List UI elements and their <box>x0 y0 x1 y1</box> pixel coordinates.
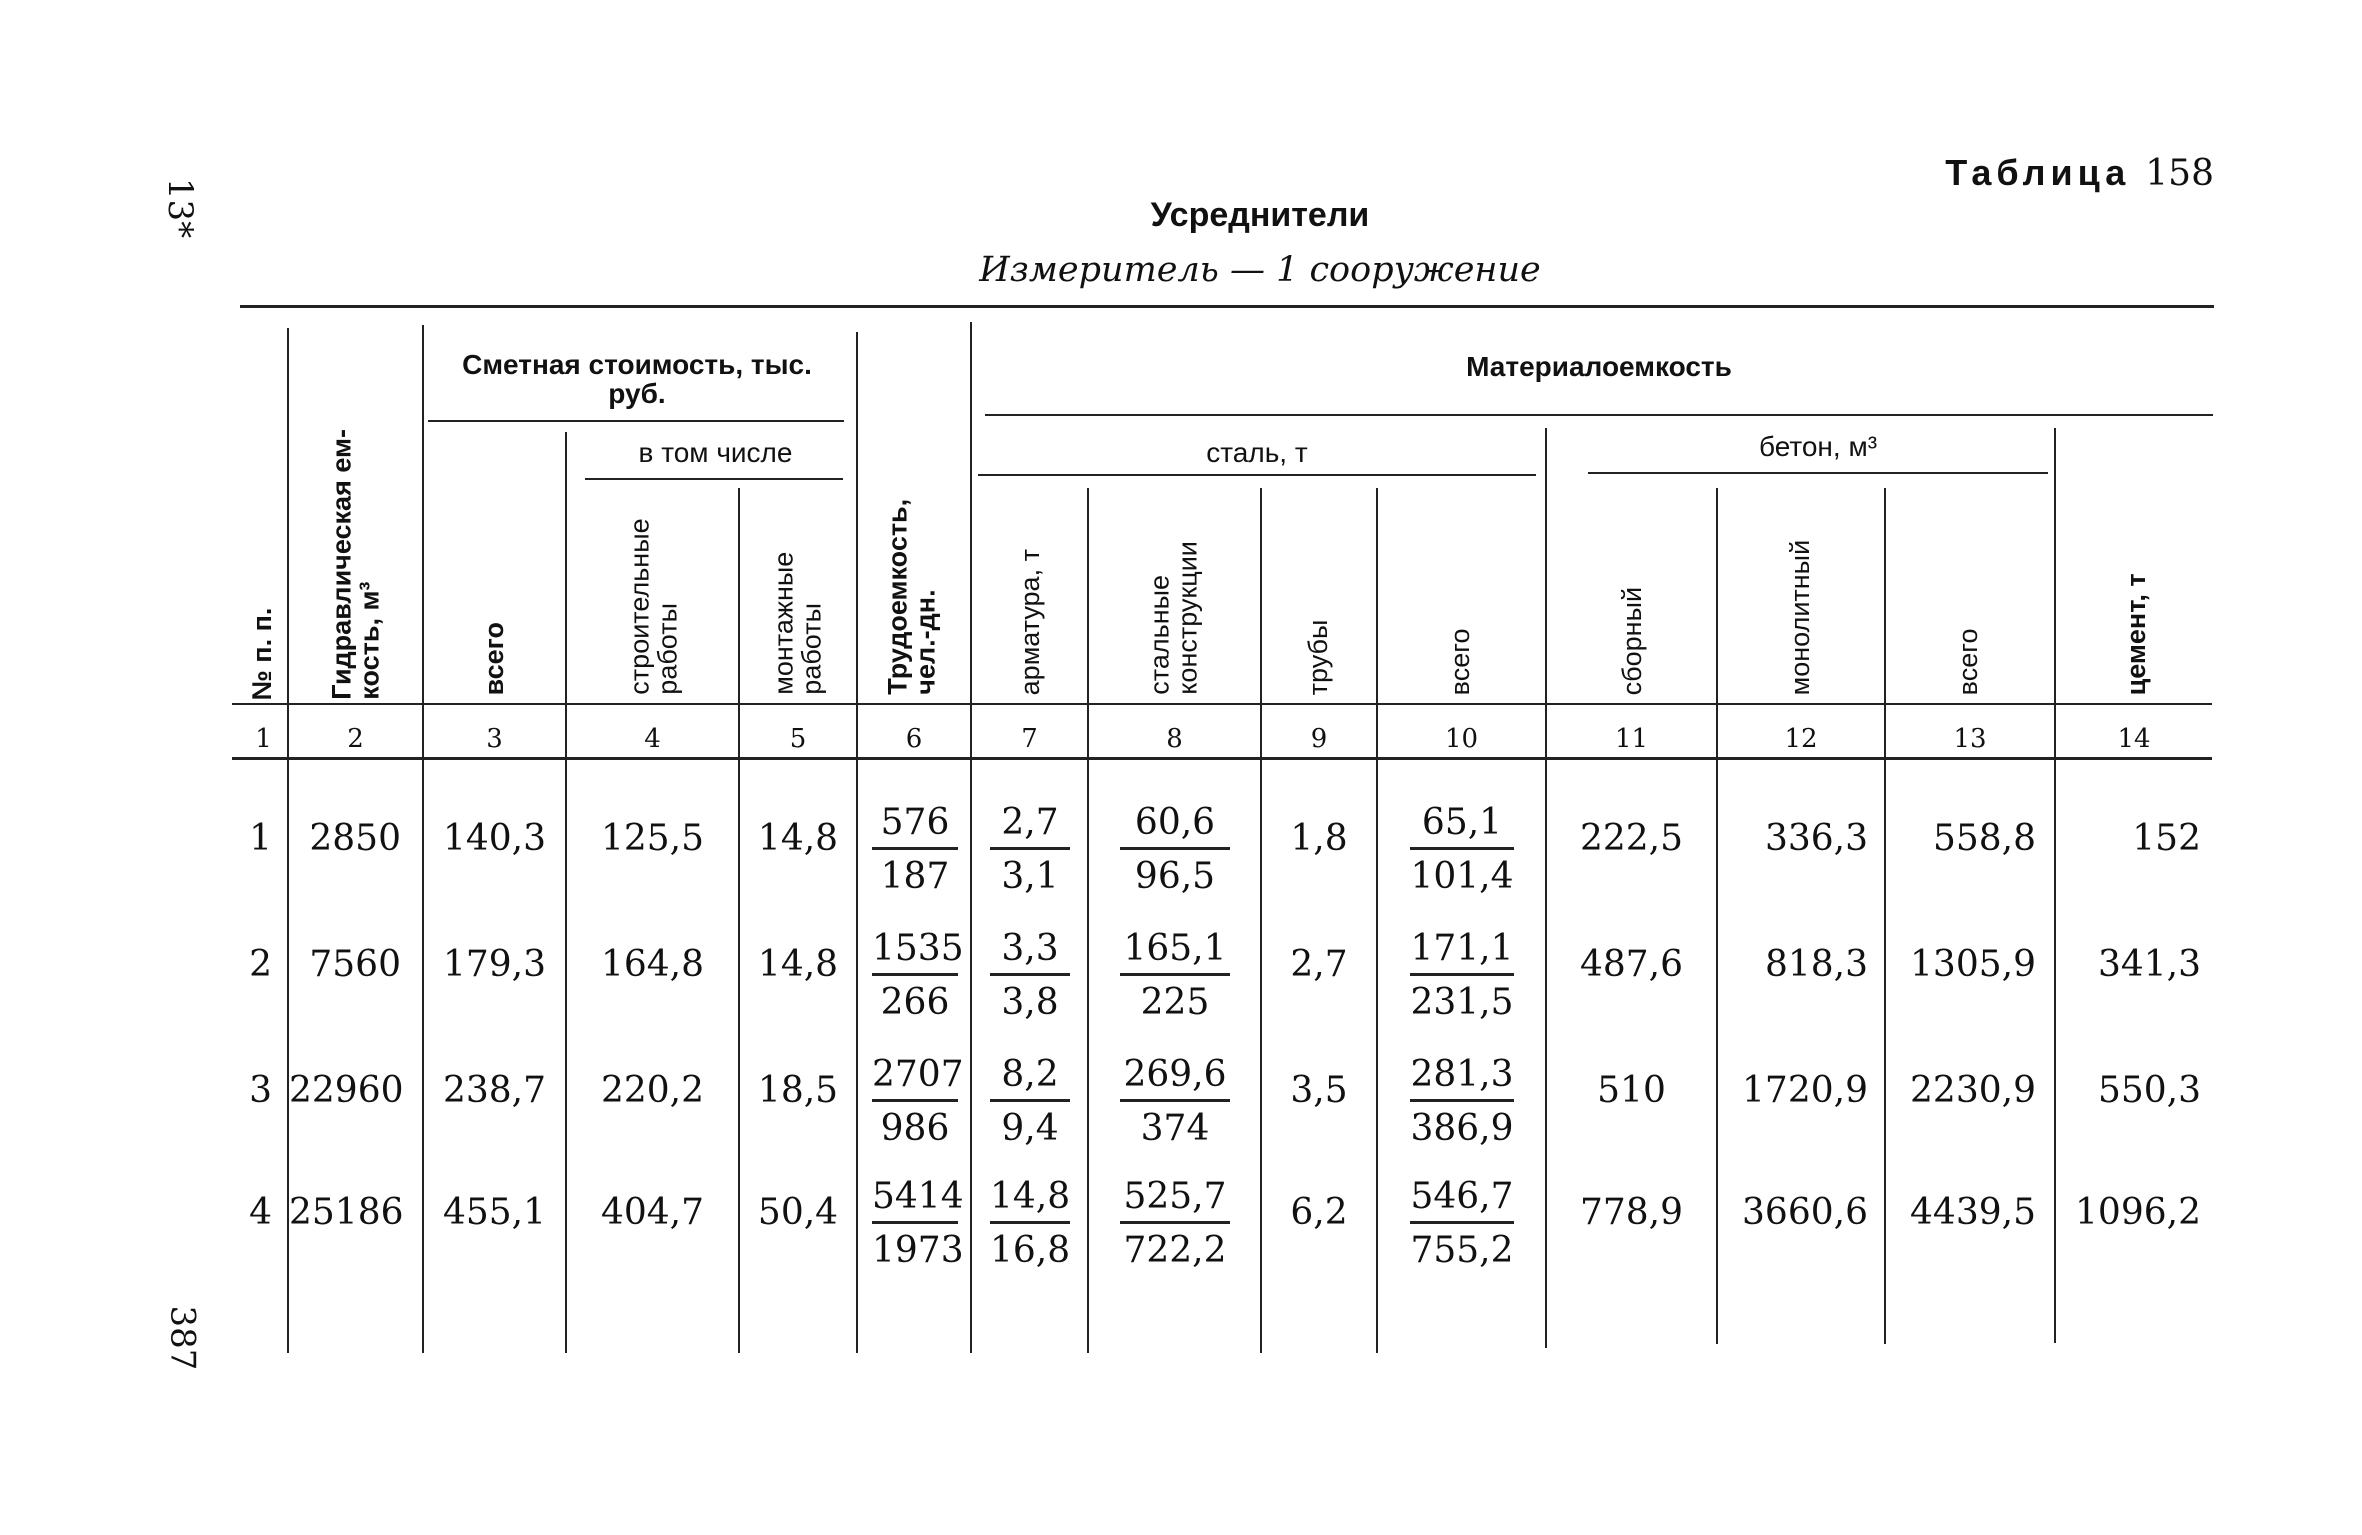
cell-precast: 487,6 <box>1579 944 1684 985</box>
cell-n: 2 <box>249 944 272 985</box>
fraction-numerator: 1535 <box>872 928 958 976</box>
page-number: 387 <box>162 1305 203 1371</box>
cell-build: 164,8 <box>600 944 705 985</box>
fraction-denominator: 374 <box>1140 1108 1210 1149</box>
fraction-denominator: 386,9 <box>1410 1108 1514 1149</box>
rule-cost-group <box>428 420 844 422</box>
fraction-numerator: 5414 <box>872 1176 958 1224</box>
header-cost-group: Сметная стоимость, тыс. руб. <box>462 349 812 410</box>
fraction-numerator: 171,1 <box>1410 928 1514 976</box>
fraction-denominator: 101,4 <box>1410 856 1514 897</box>
column-number: 6 <box>905 724 923 754</box>
cell-steel-struct <box>1120 1054 1230 1149</box>
cell-mount: 14,8 <box>757 818 839 859</box>
cell-cement: 152 <box>2132 818 2201 859</box>
cell-armature <box>990 802 1070 897</box>
fraction-numerator: 165,1 <box>1120 928 1230 976</box>
cell-labor <box>872 1176 964 1271</box>
cell-concrete-total: 4439,5 <box>1910 1192 2036 1233</box>
cell-total: 140,3 <box>442 818 547 859</box>
cell-capacity: 25186 <box>289 1192 404 1233</box>
cell-build: 220,2 <box>600 1070 705 1111</box>
col-rule <box>1087 488 1089 1353</box>
fraction-denominator: 1973 <box>872 1230 964 1271</box>
column-number: 8 <box>1166 724 1183 754</box>
cell-steel-total <box>1410 1054 1514 1149</box>
cell-n: 1 <box>249 818 272 859</box>
fraction-numerator: 576 <box>872 802 958 850</box>
rule-concrete-group <box>1588 472 2048 474</box>
table-number: 158 <box>2145 153 2214 194</box>
fraction-denominator: 722,2 <box>1123 1230 1227 1271</box>
col-rule <box>970 322 972 1353</box>
cell-labor <box>872 928 964 1023</box>
cell-cement: 1096,2 <box>2075 1192 2201 1233</box>
fraction-numerator: 3,3 <box>990 928 1070 976</box>
column-number: 14 <box>2117 724 2151 754</box>
fraction-denominator: 225 <box>1140 982 1210 1023</box>
header-c12: монолитный <box>1784 539 1815 695</box>
header-c6: Трудоемкость, чел.-дн. <box>882 499 941 695</box>
sheet-mark: 13* <box>160 177 201 239</box>
rule-steel-group <box>978 474 1536 476</box>
fraction-numerator: 525,7 <box>1120 1176 1230 1224</box>
column-number: 1 <box>255 724 272 754</box>
rule-mat-group <box>985 414 2213 416</box>
fraction-denominator: 986 <box>880 1108 950 1149</box>
fraction-denominator: 187 <box>880 856 950 897</box>
cell-n: 3 <box>249 1070 272 1111</box>
cell-n: 4 <box>249 1192 272 1233</box>
cell-precast: 510 <box>1597 1070 1666 1111</box>
fraction-numerator: 269,6 <box>1120 1054 1230 1102</box>
fraction-denominator: 16,8 <box>990 1230 1071 1271</box>
cell-monolithic: 3660,6 <box>1742 1192 1868 1233</box>
cell-total: 238,7 <box>442 1070 547 1111</box>
cell-total: 455,1 <box>442 1192 547 1233</box>
column-number: 10 <box>1444 724 1479 754</box>
fraction-denominator: 3,8 <box>1001 982 1059 1023</box>
cell-precast: 222,5 <box>1579 818 1684 859</box>
cell-pipes: 6,2 <box>1290 1192 1348 1233</box>
header-mat-group: Материалоемкость <box>1466 351 1732 382</box>
column-number: 7 <box>1021 724 1038 754</box>
col-rule <box>1376 488 1378 1353</box>
cell-capacity: 22960 <box>289 1070 404 1111</box>
cell-steel-total <box>1410 1176 1514 1271</box>
column-number: 12 <box>1784 724 1818 754</box>
fraction-numerator: 8,2 <box>990 1054 1070 1102</box>
header-c8: стальные конструкции <box>1144 541 1203 695</box>
cell-mount: 18,5 <box>757 1070 839 1111</box>
rule-incl <box>585 478 843 480</box>
cell-precast: 778,9 <box>1579 1192 1684 1233</box>
fraction-numerator: 14,8 <box>990 1176 1070 1224</box>
header-c13: всего <box>1952 628 1983 695</box>
fraction-denominator: 96,5 <box>1134 856 1216 897</box>
header-concrete-group: бетон, м³ <box>1758 431 1878 462</box>
rule-header-bottom <box>232 703 2212 705</box>
header-c14: цемент, т <box>2120 573 2151 695</box>
cell-total: 179,3 <box>442 944 547 985</box>
cell-monolithic: 1720,9 <box>1742 1070 1868 1111</box>
cell-mount: 14,8 <box>757 944 839 985</box>
cell-concrete-total: 558,8 <box>1932 818 2036 859</box>
cell-armature <box>990 1054 1070 1149</box>
cell-steel-struct <box>1120 928 1230 1023</box>
cell-steel-struct <box>1120 802 1230 897</box>
cell-cement: 550,3 <box>2097 1070 2201 1111</box>
table-title: Усреднители <box>1150 196 1370 234</box>
fraction-denominator: 3,1 <box>1001 856 1059 897</box>
column-number: 5 <box>789 724 807 754</box>
cell-monolithic: 818,3 <box>1764 944 1868 985</box>
cell-cement: 341,3 <box>2097 944 2201 985</box>
table-label <box>1945 152 2214 194</box>
cell-steel-struct <box>1120 1176 1230 1271</box>
cell-labor <box>872 1054 964 1149</box>
header-c1: № п. п. <box>246 607 277 700</box>
header-c10: всего <box>1444 628 1475 695</box>
cell-capacity: 7560 <box>309 944 401 985</box>
cell-capacity: 2850 <box>309 818 401 859</box>
header-c11: сборный <box>1616 586 1647 695</box>
cell-pipes: 2,7 <box>1290 944 1348 985</box>
table-subtitle: Измеритель — 1 сооружение <box>979 250 1541 290</box>
header-c2: Гидравлическая ем- кость, м³ <box>326 429 385 700</box>
header-c7: арматура, т <box>1014 548 1045 695</box>
column-number: 9 <box>1310 724 1328 754</box>
cell-build: 404,7 <box>600 1192 705 1233</box>
header-c5: монтажные работы <box>768 552 827 695</box>
cell-concrete-total: 2230,9 <box>1910 1070 2036 1111</box>
fraction-numerator: 546,7 <box>1410 1176 1514 1224</box>
header-steel-group: сталь, т <box>1206 437 1308 468</box>
header-c9: трубы <box>1302 619 1333 695</box>
cell-pipes: 3,5 <box>1290 1070 1348 1111</box>
column-number: 3 <box>486 724 503 754</box>
cell-steel-total <box>1410 802 1514 897</box>
cell-steel-total <box>1410 928 1514 1023</box>
cell-armature <box>990 928 1070 1023</box>
table-label-word: Таблица <box>1945 152 2131 193</box>
fraction-denominator: 9,4 <box>1001 1108 1059 1149</box>
col-rule <box>856 332 858 1353</box>
fraction-denominator: 755,2 <box>1410 1230 1514 1271</box>
header-c3: всего <box>478 621 509 695</box>
fraction-numerator: 2,7 <box>990 802 1070 850</box>
fraction-numerator: 2707 <box>872 1054 958 1102</box>
fraction-denominator: 231,5 <box>1410 982 1514 1023</box>
cell-labor <box>872 802 958 897</box>
header-incl: в том числе <box>638 437 793 468</box>
column-number: 4 <box>644 724 661 754</box>
cell-pipes: 1,8 <box>1290 818 1348 859</box>
column-number: 11 <box>1614 724 1649 754</box>
header-c4: строительные работы <box>624 518 683 695</box>
fraction-numerator: 65,1 <box>1410 802 1514 850</box>
cell-build: 125,5 <box>600 818 705 859</box>
fraction-numerator: 60,6 <box>1120 802 1230 850</box>
cell-armature <box>990 1176 1070 1271</box>
cell-monolithic: 336,3 <box>1764 818 1868 859</box>
column-number: 13 <box>1953 724 1987 754</box>
cell-mount: 50,4 <box>757 1192 839 1233</box>
column-number: 2 <box>347 724 364 754</box>
fraction-numerator: 281,3 <box>1410 1054 1514 1102</box>
fraction-denominator: 266 <box>880 982 950 1023</box>
rule-top <box>240 305 2214 308</box>
cell-concrete-total: 1305,9 <box>1910 944 2036 985</box>
rule-numbers-bottom <box>232 757 2212 760</box>
